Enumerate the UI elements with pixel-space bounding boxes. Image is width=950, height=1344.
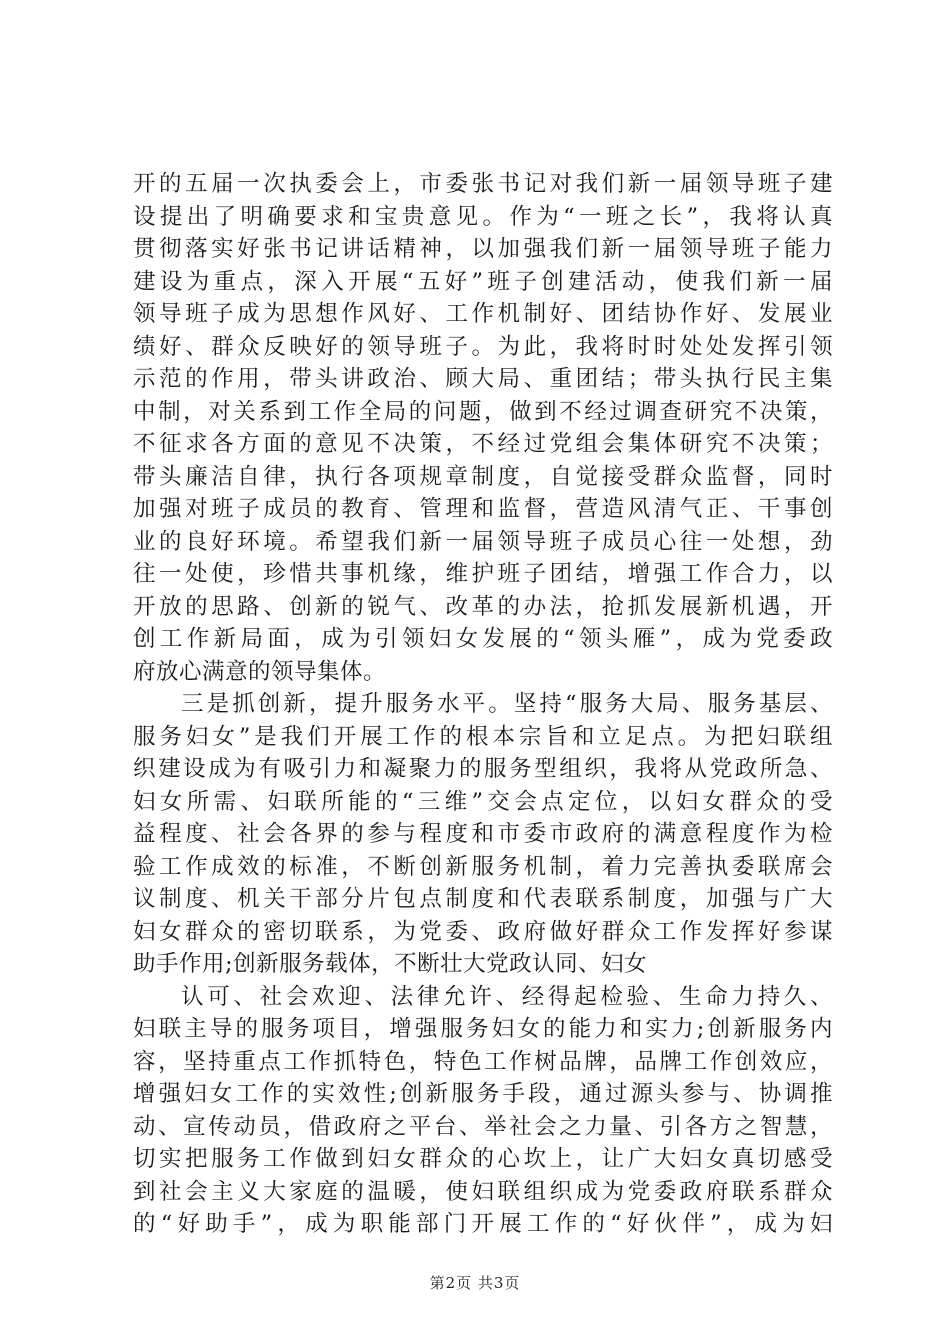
text-line: 妇女所需、妇联所能的“三维”交会点定位，以妇女群众的受 <box>133 788 833 815</box>
text-line: 验工作成效的标准，不断创新服务机制，着力完善执委联席会 <box>133 853 833 880</box>
text-line: 到社会主义大家庭的温暖，使妇联组织成为党委政府联系群众 <box>133 1178 833 1205</box>
paragraph-start-line: 三是抓创新，提升服务水平。坚持“服务大局、服务基层、 <box>181 691 833 717</box>
text-line: 妇联主导的服务项目，增强服务妇女的能力和实力;创新服务内 <box>133 1016 833 1042</box>
text-line: 动、宣传动员，借政府之平台、举社会之力量、引各方之智慧， <box>133 1113 833 1140</box>
page-number-footer: 第2页 共3页 <box>429 1274 521 1292</box>
paragraph-start-line: 认可、社会欢迎、法律允许、经得起检验、生命力持久、 <box>181 983 833 1010</box>
text-line: 妇女群众的密切联系，为党委、政府做好群众工作发挥好参谋 <box>133 918 833 945</box>
text-line: 开放的思路、创新的锐气、改革的办法，抢抓发展新机遇，开 <box>133 593 833 620</box>
text-line: 往一处使，珍惜共事机缘，维护班子团结，增强工作合力，以 <box>133 561 833 587</box>
text-line: 开的五届一次执委会上，市委张书记对我们新一届领导班子建 <box>133 171 833 197</box>
text-line: 容，坚持重点工作抓特色，特色工作树品牌，品牌工作创效应， <box>133 1048 833 1075</box>
text-line: 织建设成为有吸引力和凝聚力的服务型组织，我将从党政所急、 <box>133 756 833 782</box>
text-line: 业的良好环境。希望我们新一届领导班子成员心往一处想，劲 <box>133 528 833 555</box>
document-body <box>133 168 833 1241</box>
text-line: 贯彻落实好张书记讲话精神，以加强我们新一届领导班子能力 <box>133 236 833 262</box>
text-line: 带头廉洁自律，执行各项规章制度，自觉接受群众监督，同时 <box>133 463 833 490</box>
text-line: 绩好、群众反映好的领导班子。为此，我将时时处处发挥引领 <box>133 333 833 360</box>
text-line: 示范的作用，带头讲政治、顾大局、重团结；带头执行民主集 <box>133 366 833 392</box>
text-line: 益程度、社会各界的参与程度和市委市政府的满意程度作为检 <box>133 821 833 847</box>
text-line: 建设为重点，深入开展“五好”班子创建活动，使我们新一届 <box>133 268 833 295</box>
text-line: 切实把服务工作做到妇女群众的心坎上，让广大妇女真切感受 <box>133 1146 833 1172</box>
text-line: 中制，对关系到工作全局的问题，做到不经过调查研究不决策， <box>133 398 833 425</box>
text-line: 助手作用;创新服务载体，不断壮大党政认同、妇女 <box>133 951 648 977</box>
text-line: 加强对班子成员的教育、管理和监督，营造风清气正、干事创 <box>133 496 833 522</box>
text-line: 议制度、机关干部分片包点制度和代表联系制度，加强与广大 <box>133 886 833 912</box>
text-line: 府放心满意的领导集体。 <box>133 658 387 685</box>
text-line: 领导班子成为思想作风好、工作机制好、团结协作好、发展业 <box>133 301 833 327</box>
text-line: 不征求各方面的意见不决策，不经过党组会集体研究不决策； <box>133 431 833 457</box>
text-line: 服务妇女”是我们开展工作的根本宗旨和立足点。为把妇联组 <box>133 723 833 750</box>
text-line: 增强妇女工作的实效性;创新服务手段，通过源头参与、协调推 <box>133 1081 833 1107</box>
text-line: 设提出了明确要求和宝贵意见。作为“一班之长”，我将认真 <box>133 203 833 230</box>
text-line: 的“好助手”，成为职能部门开展工作的“好伙伴”，成为妇 <box>133 1211 833 1237</box>
text-line: 创工作新局面，成为引领妇女发展的“领头雁”，成为党委政 <box>133 626 833 652</box>
